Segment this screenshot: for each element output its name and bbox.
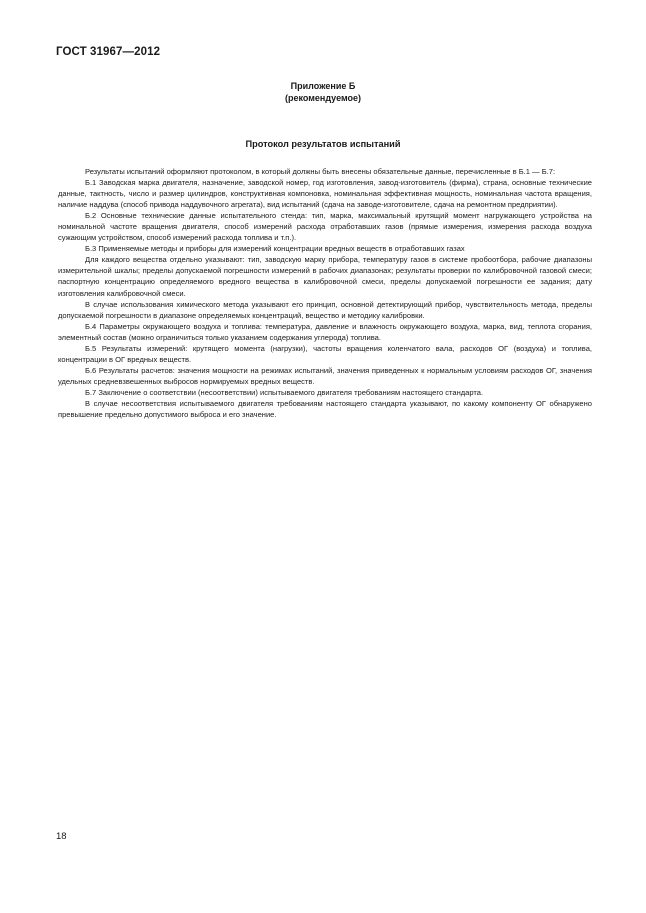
document-header: ГОСТ 31967—2012 xyxy=(56,46,161,58)
paragraph: Б.7 Заключение о соответствии (несоответствии) испытываемого двигателя требованиям настоящего стандарта. xyxy=(85,387,484,397)
paragraph: Результаты испытаний оформляют протоколом, в который должны быть внесены обязательные данные, перечисленные в Б.1 — Б.7: xyxy=(85,167,556,176)
section-title: Протокол результатов испытаний xyxy=(245,139,401,149)
paragraph: Б.1 Заводская марка двигателя, назначение, заводской номер, год изготовления, завод-изготовитель (фирма), страна, основные технические данные, тактность, число и размер цилиндров, конструктивная компоновка, номинальная эффективная мощность, номинальная частота вращения, наличие наддува (способ привода наддувочного агрегата), вид испытаний (сдача на заводе-изготовителе, сдача на ремонтном предприятии). xyxy=(58,178,592,210)
page-number: 18 xyxy=(56,831,67,842)
paragraph: Б.6 Результаты расчетов: значения мощности на режимах испытаний, значения приведенных к нормальным условиям расходов ОГ, значения удельных средневзвешенных выбросов нормируемых вредных веществ. xyxy=(58,365,592,386)
appendix-heading xyxy=(0,80,646,104)
appendix-title: Приложение Б xyxy=(290,81,356,91)
paragraph: В случае использования химического метода указывают его принцип, основной детектирующий прибор, чувствительность метода, пределы допускаемой погрешности в диапазоне определяемых концентраций, вещество и методику калибровки. xyxy=(58,299,592,320)
paragraph: Б.5 Результаты измерений: крутящего момента (нагрузки), частоты вращения коленчатого вала, расходов ОГ (воздуха) и топлива, концентрации в ОГ вредных веществ. xyxy=(58,343,592,364)
paragraph: Б.3 Применяемые методы и приборы для измерений концентрации вредных веществ в отработавших газах xyxy=(85,244,465,254)
paragraph: Б.4 Параметры окружающего воздуха и топлива: температура, давление и влажность окружающего воздуха, марка, вид, теплота сгорания, элементный состав (можно ограничиться только указанием содержания углерода) топлива. xyxy=(58,321,592,342)
appendix-subtitle: (рекомендуемое) xyxy=(285,93,361,103)
document-body xyxy=(58,166,592,420)
paragraph: Для каждого вещества отдельно указывают: тип, заводскую марку прибора, температуру газов в системе пробоотбора, рабочие диапазоны измерительной шкалы; пределы допускаемой погрешности измерений в рабочих диапазонах; результаты проверки по калибровочной газовой смеси; паспортную концентрацию определяемого вредного вещества в калибровочной смеси, пределы допускаемой погрешности ее задания; дату изготовления калибровочной смеси. xyxy=(58,255,592,298)
paragraph: Б.2 Основные технические данные испытательного стенда: тип, марка, максимальный крутящий момент нагружающего устройства на номинальной частоте вращения двигателя, способ измерений расхода отработавших газов (прямые измерения, измерения расхода воздуха сужающим устройством, способ измерений расхода топлива и т.п.). xyxy=(58,211,592,243)
paragraph: В случае несоответствия испытываемого двигателя требованиям настоящего стандарта указывают, по какому компоненту ОГ обнаружено превышение предельно допустимого выброса и его значение. xyxy=(58,398,592,420)
